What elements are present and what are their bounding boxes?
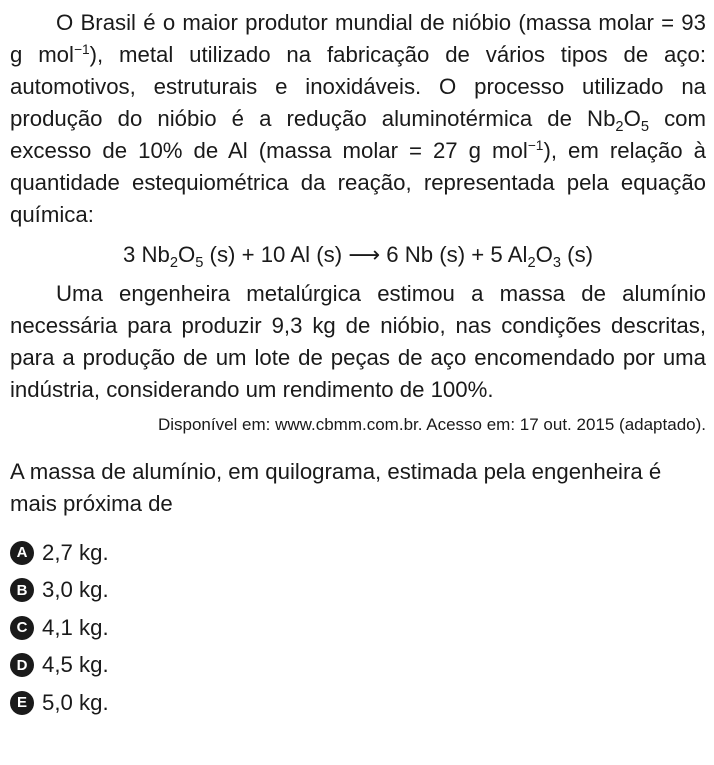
option-letter-badge: D [10, 653, 34, 677]
equation-text: (s) + 10 Al (s) ⟶ 6 Nb (s) + 5 Al [203, 242, 528, 267]
option-text: 5,0 kg. [42, 689, 109, 715]
statement-text: ), em relação à quantidade estequiométrica da reação, representada pela equação química: [10, 138, 706, 227]
answer-options [10, 534, 706, 722]
subscript: 2 [527, 255, 536, 272]
question-document [10, 0, 706, 722]
subscript: 3 [552, 255, 562, 272]
superscript: −1 [73, 41, 90, 57]
superscript: −1 [527, 137, 544, 153]
option-b[interactable] [10, 572, 706, 610]
option-text: 4,5 kg. [42, 652, 109, 678]
option-a[interactable] [10, 534, 706, 572]
option-text: 4,1 kg. [42, 614, 109, 640]
statement-text: ), metal utilizado na fabricação de vários tipos de aço: automotivos, estruturais e inoxidáveis. O processo utilizado na produção do nióbio é a redução aluminotérmica de Nb [10, 42, 706, 131]
option-letter-badge: E [10, 691, 34, 715]
option-letter-badge: A [10, 541, 34, 565]
equation-text: O [177, 242, 196, 267]
option-letter-badge: C [10, 616, 34, 640]
subscript: 2 [615, 119, 624, 136]
subscript: 5 [195, 255, 204, 272]
statement-text: O [623, 106, 641, 131]
source-citation: Disponível em: www.cbmm.com.br. Acesso em: 17 out. 2015 (adaptado). [157, 415, 706, 434]
question-prompt: A massa de alumínio, em quilograma, estimada pela engenheira é mais próxima de [10, 459, 662, 516]
option-text: 3,0 kg. [42, 577, 109, 603]
statement-text: O Brasil é o maior produtor mundial de nióbio (massa molar = 93 g mol [10, 10, 706, 67]
option-letter-badge: B [10, 578, 34, 602]
subscript: 2 [169, 255, 178, 272]
chemical-equation [10, 239, 706, 271]
equation-text: O [535, 242, 553, 267]
statement-paragraph-2: Uma engenheira metalúrgica estimou a massa de alumínio necessária para produzir 9,3 kg de nióbio, nas condições descritas, para a produção de um lote de peças de aço encomendado por uma indústria, considerando um rendimento de 100%. [10, 281, 706, 402]
option-e[interactable] [10, 684, 706, 722]
option-text: 2,7 kg. [42, 539, 109, 565]
equation-text: 3 Nb [122, 242, 170, 267]
equation-text: (s) [561, 242, 594, 267]
option-d[interactable] [10, 647, 706, 685]
statement-paragraph-1 [10, 7, 706, 231]
option-c[interactable] [10, 609, 706, 647]
subscript: 5 [640, 119, 649, 136]
statement-text: com excesso de 10% de Al (massa molar = 27 g mol [10, 106, 706, 163]
